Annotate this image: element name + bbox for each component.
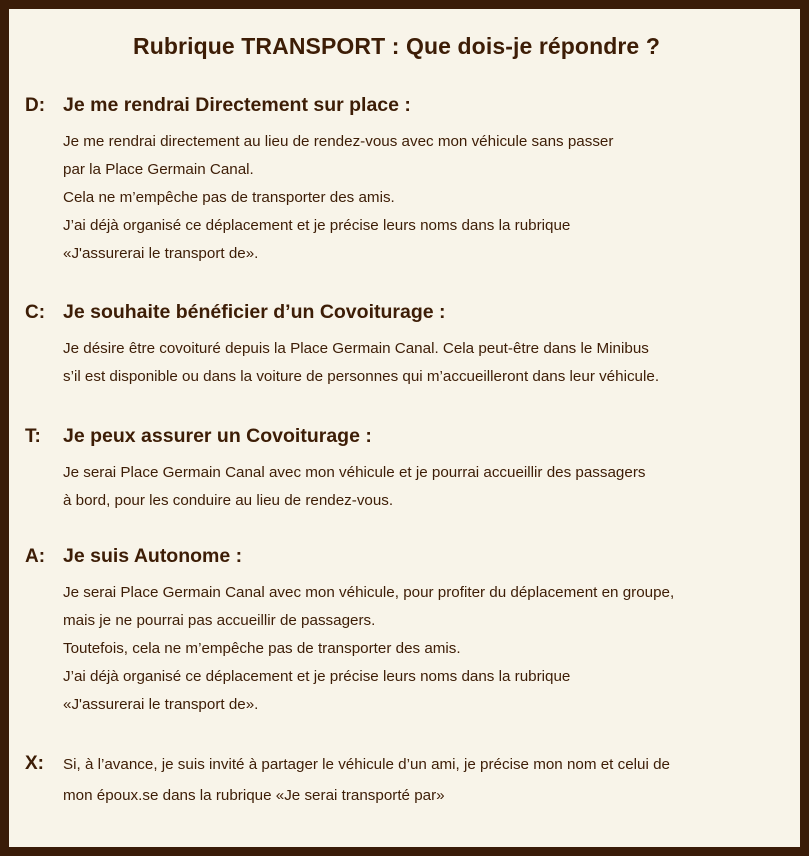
entry-body	[63, 128, 613, 268]
entry-heading: Je me rendrai Directement sur place :	[63, 94, 411, 116]
page-title: Rubrique TRANSPORT : Que dois-je répondre ?	[133, 33, 660, 59]
entry-line: J’ai déjà organisé ce déplacement et je précise leurs noms dans la rubrique	[63, 217, 571, 234]
entry-line: s’il est disponible ou dans la voiture de personnes qui m’accueilleront dans leur véhicule.	[63, 368, 660, 385]
entry-body	[63, 459, 645, 515]
entry-heading: Je peux assurer un Covoiturage :	[63, 425, 372, 447]
entry-body	[63, 579, 674, 719]
entry-line: Je serai Place Germain Canal avec mon véhicule, pour profiter du déplacement en groupe,	[63, 584, 675, 601]
entry-line: Toutefois, cela ne m’empêche pas de transporter des amis.	[63, 640, 461, 657]
entry-line: par la Place Germain Canal.	[63, 161, 254, 178]
entry-code: C:	[25, 302, 46, 323]
entry-line: Je serai Place Germain Canal avec mon véhicule et je pourrai accueillir des passagers	[63, 464, 646, 481]
entry-body	[63, 335, 659, 391]
entry-line: mais je ne pourrai pas accueillir de passagers.	[63, 612, 376, 629]
entry-code: D:	[25, 95, 46, 116]
entry-heading: Je souhaite bénéficier d’un Covoiturage :	[63, 301, 446, 323]
entry-code: A:	[25, 546, 46, 567]
entry-line: J’ai déjà organisé ce déplacement et je précise leurs noms dans la rubrique	[63, 668, 571, 685]
entry-heading: Je suis Autonome :	[63, 545, 243, 567]
entry-line: à bord, pour les conduire au lieu de rendez-vous.	[63, 492, 394, 509]
entry-line: «J'assurerai le transport de».	[63, 245, 259, 262]
entry-line: Si, à l’avance, je suis invité à partager le véhicule d’un ami, je précise mon nom et celui de	[63, 756, 670, 773]
entry-line: Je désire être covoituré depuis la Place Germain Canal. Cela peut-être dans le Minibus	[63, 340, 649, 357]
entry-line: Je me rendrai directement au lieu de rendez-vous avec mon véhicule sans passer	[63, 133, 614, 150]
entry-line: Cela ne m’empêche pas de transporter des amis.	[63, 189, 395, 206]
entry-line: «J'assurerai le transport de».	[63, 696, 259, 713]
entry-line: mon époux.se dans la rubrique «Je serai transporté par»	[63, 787, 445, 804]
entry-code: X:	[25, 753, 44, 774]
entry-body	[63, 749, 670, 811]
entry-code: T:	[25, 426, 41, 447]
